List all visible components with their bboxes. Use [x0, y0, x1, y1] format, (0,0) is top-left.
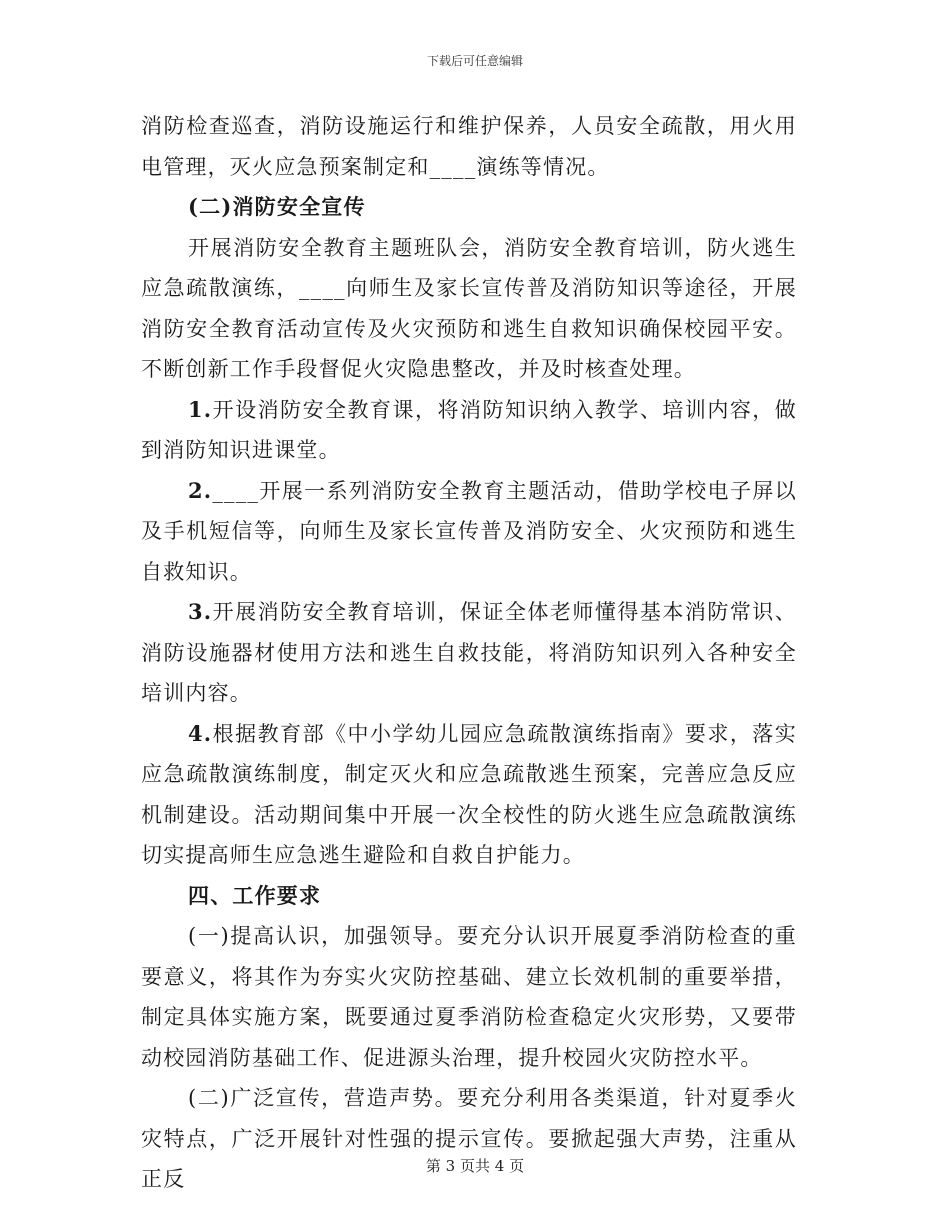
list-text-3: 开展消防安全教育培训，保证全体老师懂得基本消防常识、消防设施器材使用方法和逃生自救技能，将消防知识列入各种安全培训内容。: [141, 600, 797, 705]
list-number-3: 3.: [188, 599, 213, 624]
paragraph-requirement-2: (二)广泛宣传，营造声势。要充分利用各类渠道，针对夏季火灾特点，广泛开展针对性强的提示宣传。要掀起强大声势，注重从正反: [141, 1086, 797, 1191]
section-heading-publicity: (二)消防安全宣传: [188, 194, 366, 219]
list-number-1: 1.: [188, 396, 213, 422]
list-item-2: [141, 471, 797, 593]
page-header: 下载后可任意编辑: [426, 54, 523, 68]
list-item-4: [141, 714, 797, 876]
paragraph-publicity-intro: 开展消防安全教育主题班队会，消防安全教育培训，防火逃生应急疏散演练，____向师生及家长宣传普及消防知识等途径，开展消防安全教育活动宣传及火灾预防和逃生自救知识确保校园平安。不断创新工作手段督促火灾隐患整改，并及时核查处理。: [141, 235, 797, 381]
list-text-4: 根据教育部《中小学幼儿园应急疏散演练指南》要求，落实应急疏散演练制度，制定灭火和应急疏散逃生预案，完善应急反应机制建设。活动期间集中开展一次全校性的防火逃生应急疏散演练切实提高师生应急逃生避险和自救自护能力。: [141, 721, 797, 867]
paragraph-continuation: 消防检查巡查，消防设施运行和维护保养，人员安全疏散，用火用电管理，灭火应急预案制定和____演练等情况。: [141, 114, 797, 179]
page-footer: 第 3 页共 4 页: [425, 1157, 525, 1175]
list-number-2: 2.: [188, 477, 213, 503]
document-body: [141, 106, 797, 1200]
section-heading-requirements: 四、工作要求: [188, 882, 322, 908]
list-item-3: [141, 592, 797, 714]
list-item-1: [141, 390, 797, 471]
paragraph-requirement-1: (一)提高认识，加强领导。要充分认识开展夏季消防检查的重要意义，将其作为夯实火灾防控基础、建立长效机制的重要举措，制定具体实施方案，既要通过夏季消防检查稳定火灾形势，又要带动校园消防基础工作、促进源头治理，提升校园火灾防控水平。: [141, 924, 797, 1070]
list-text-2: ____开展一系列消防安全教育主题活动，借助学校电子屏以及手机短信等，向师生及家长宣传普及消防安全、火灾预防和逃生自救知识。: [141, 478, 797, 584]
list-text-1: 开设消防安全教育课，将消防知识纳入教学、培训内容，做到消防知识进课堂。: [141, 397, 797, 462]
list-number-4: 4.: [188, 720, 213, 746]
